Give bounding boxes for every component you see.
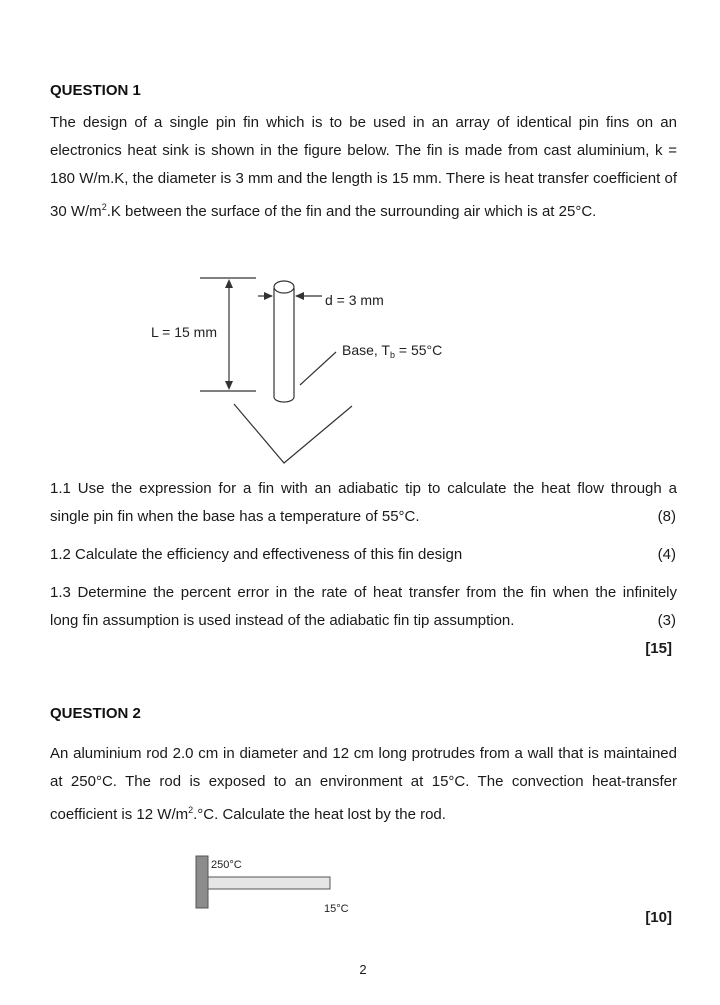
sub-question-1-2-line-1: 1.2 Calculate the efficiency and effectiveness of this fin design: [50, 546, 463, 563]
question-1-intro-text-end: .K between the surface of the fin and the surrounding air which is at 25°C.: [106, 203, 597, 220]
page-number: 2: [359, 962, 367, 977]
sub-question-1-1-marks: (8): [657, 508, 676, 525]
environment-temperature-label: 15°C: [324, 903, 349, 915]
sub-question-1-3-line-2: long fin assumption is used instead of the adiabatic fin tip assumption.: [50, 612, 515, 629]
sub-question-1-3-marks: (3): [657, 612, 676, 629]
length-label: L = 15 mm: [151, 324, 218, 340]
wall: [196, 856, 208, 908]
question-1-total-marks: [15]: [645, 640, 672, 657]
sub-question-1-3-line-1: 1.3 Determine the percent error in the rate of heat transfer from the fin when the infinitely: [50, 584, 677, 601]
wall-temperature-label: 250°C: [211, 859, 242, 871]
base-label-suffix: = 55°C: [395, 342, 443, 358]
base-label-subscript: b: [390, 350, 396, 360]
diameter-label: d = 3 mm: [325, 292, 384, 308]
sub-question-1-2-marks: (4): [657, 546, 676, 563]
question-1-intro-sup: 2: [101, 202, 107, 212]
question-2-body-text: An aluminium rod 2.0 cm in diameter and 12 cm long protrudes from a wall that is maintained at 250°C. The rod is exposed to an environment at 15°C. The convection heat-transfer coefficient is 12 W/m: [50, 745, 677, 823]
base-label-prefix: Base, T: [342, 342, 390, 358]
question-2-body-sup: 2: [188, 805, 194, 815]
aluminium-rod: [208, 877, 330, 889]
sub-question-1-1-line-2: single pin fin when the base has a temperature of 55°C.: [50, 508, 420, 525]
sub-question-1-1-line-1: 1.1 Use the expression for a fin with an adiabatic tip to calculate the heat flow through a: [50, 480, 677, 497]
question-2-total-marks: [10]: [645, 909, 672, 926]
question-1-intro-text: The design of a single pin fin which is to be used in an array of identical pin fins on an electronics heat sink is shown in the figure below. The fin is made from cast aluminium, k = 180 W/m.K, the diameter is 3 mm and the length is 15 mm. There is heat transfer coefficient of 30 W/m: [50, 114, 677, 220]
question-2-body-text-end: .°C. Calculate the heat lost by the rod.: [193, 806, 446, 823]
question-2-title: QUESTION 2: [50, 705, 141, 722]
question-1-title: QUESTION 1: [50, 82, 141, 99]
